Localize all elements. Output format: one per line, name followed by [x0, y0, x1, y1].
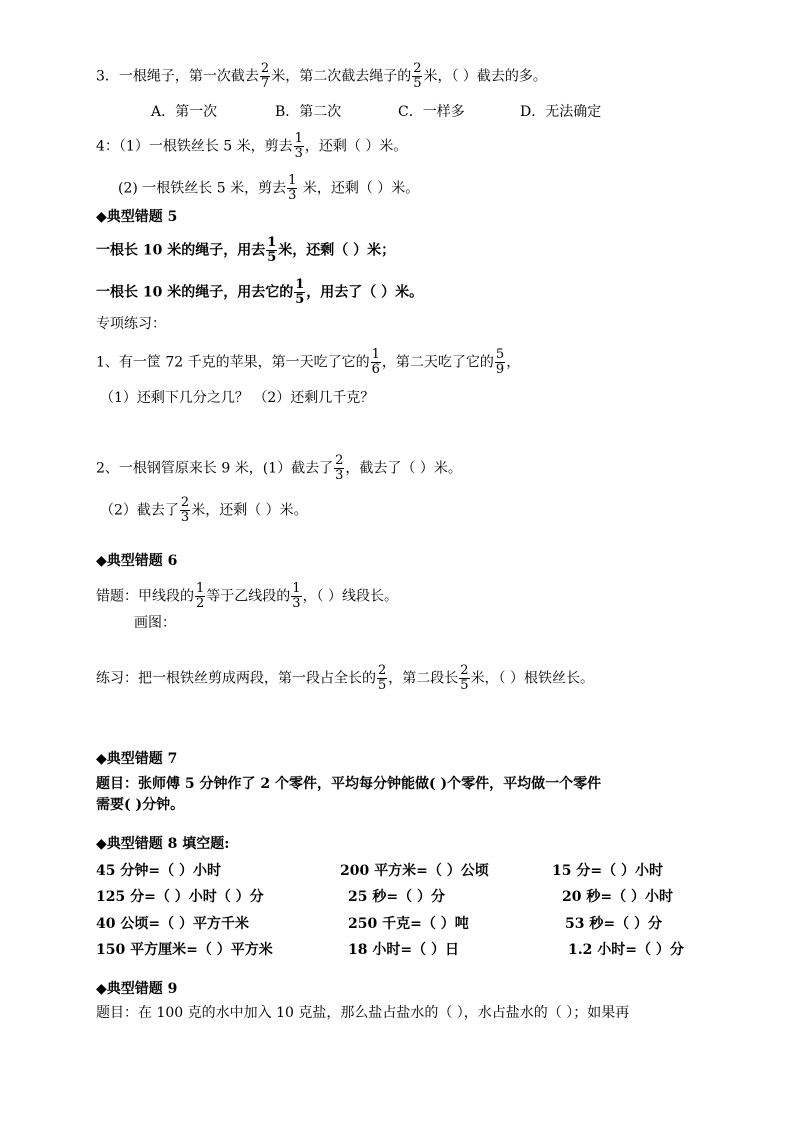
e8-cell: 250 千克=（ ）吨 [348, 916, 469, 932]
e6-line1-pre: 错题：甲线段的 [96, 588, 194, 605]
fraction: $\frac{2}{5}$ [378, 663, 387, 693]
e6-exercise-post: 米，（ ）根铁丝长。 [470, 670, 595, 687]
e9-heading: ◆典型错题 9 [96, 981, 178, 997]
e6-draw-label: 画图： [134, 615, 176, 631]
q4-line2 [118, 174, 419, 203]
e5-line2-pre: 一根长 10 米的绳子，用去它的 [96, 284, 294, 301]
fraction: $\frac{1}{2}$ [196, 581, 205, 611]
q3-option-c: C．一样多 [398, 104, 465, 120]
practice-item2b-pre: （2）截去了 [100, 502, 179, 519]
q3-option-d: D．无法确定 [520, 104, 602, 120]
e6-line1 [96, 582, 398, 611]
q3-mid: 米，第二次截去绳子的 [271, 68, 412, 85]
practice-title: 专项练习： [96, 316, 166, 332]
practice-item2 [96, 454, 462, 483]
e6-heading: ◆典型错题 6 [96, 553, 178, 569]
e8-cell: 45 分钟=（ ）小时 [96, 863, 221, 879]
fraction: $\frac{2}{3}$ [335, 453, 344, 483]
e5-line1-pre: 一根长 10 米的绳子，用去 [96, 242, 266, 259]
e8-cell: 20 秒=（ ）小时 [562, 889, 673, 905]
e8-cell: 150 平方厘米=（ ）平方米 [96, 942, 273, 958]
e6-line1-post: ，（ ）线段长。 [302, 588, 399, 605]
q4-line2-pre: (2) 一根铁丝长 5 米，剪去 [118, 180, 287, 197]
fraction: $\frac{1}{3}$ [288, 173, 297, 203]
e8-cell: 18 小时=（ ）日 [348, 942, 459, 958]
fraction: $\frac{1}{6}$ [371, 347, 380, 377]
practice-item1-post: ， [506, 354, 521, 371]
e8-heading: ◆典型错题 8 填空题: [96, 836, 230, 852]
fraction: $\frac{2}{7}$ [260, 61, 270, 91]
e6-exercise [96, 664, 594, 693]
fraction: $\frac{1}{3}$ [292, 581, 301, 611]
q4-line1 [96, 132, 407, 161]
e6-line1-mid: 等于乙线段的 [206, 588, 291, 605]
q3-option-a: A．第一次 [151, 104, 218, 120]
e5-line2 [96, 278, 423, 307]
e8-cell: 53 秒=（ ）分 [565, 916, 662, 932]
e7-heading: ◆典型错题 7 [96, 751, 178, 767]
q4-line1-pre: 4：（1）一根铁丝长 5 米，剪去 [96, 138, 293, 155]
practice-item2-pre: 2、一根钢管原来长 9 米，(1）截去了 [96, 460, 334, 477]
practice-item1-mid: ，第二天吃了它的 [381, 354, 494, 371]
q4-line2-post: 米，还剩（ ）米。 [298, 180, 420, 197]
q3-post: 米，（ ）截去的多。 [423, 68, 547, 85]
e6-exercise-pre: 练习：把一根铁丝剪成两段，第一段占全长的 [96, 670, 376, 687]
practice-item2-post: ，截去了（ ）米。 [345, 460, 462, 477]
e5-line2-post: ，用去了（ ）米。 [306, 284, 424, 301]
fraction: $\frac{1}{5}$ [267, 235, 277, 265]
e5-heading: ◆典型错题 5 [96, 209, 178, 225]
e8-cell: 1.2 小时=（ ）分 [568, 942, 684, 958]
e8-cell: 15 分=（ ）小时 [552, 863, 663, 879]
e6-exercise-mid: ，第二段长 [388, 670, 459, 687]
practice-item2b-post: 米，还剩（ ）米。 [191, 502, 308, 519]
practice-item2b [100, 496, 308, 525]
practice-item1-sub: （1）还剩下几分之几？ （2）还剩几千克？ [100, 390, 375, 406]
q4-line1-post: ，还剩（ ）米。 [304, 138, 408, 155]
fraction: $\frac{5}{9}$ [495, 347, 505, 377]
e5-line1 [96, 236, 395, 265]
e5-line1-post: 米，还剩（ ）米； [278, 242, 396, 259]
fraction: $\frac{2}{3}$ [180, 495, 190, 525]
fraction: $\frac{2}{5}$ [413, 61, 422, 91]
fraction: $\frac{2}{5}$ [460, 663, 469, 693]
e7-line2: 需要( )分钟。 [96, 797, 185, 813]
e8-cell: 200 平方米=（ ）公顷 [340, 863, 489, 879]
q3-option-b: B．第二次 [275, 104, 342, 120]
e8-cell: 25 秒=（ ）分 [348, 889, 445, 905]
q3-pre: 3．一根绳子，第一次截去 [96, 68, 259, 85]
e9-line1: 题目：在 100 克的水中加入 10 克盐，那么盐占盐水的（ ），水占盐水的（ ）；如果再 [96, 1005, 630, 1021]
fraction: $\frac{1}{3}$ [294, 131, 303, 161]
e7-line1: 题目：张师傅 5 分钟作了 2 个零件，平均每分钟能做( )个零件，平均做一个零件 [96, 776, 602, 792]
e8-cell: 125 分=（ ）小时（ ）分 [96, 889, 264, 905]
practice-item1-pre: 1、有一筐 72 千克的苹果，第一天吃了它的 [96, 354, 370, 371]
e8-cell: 40 公顷=（ ）平方千米 [96, 916, 249, 932]
fraction: $\frac{1}{5}$ [295, 277, 305, 307]
practice-item1 [96, 348, 520, 377]
q3-line [96, 62, 547, 91]
